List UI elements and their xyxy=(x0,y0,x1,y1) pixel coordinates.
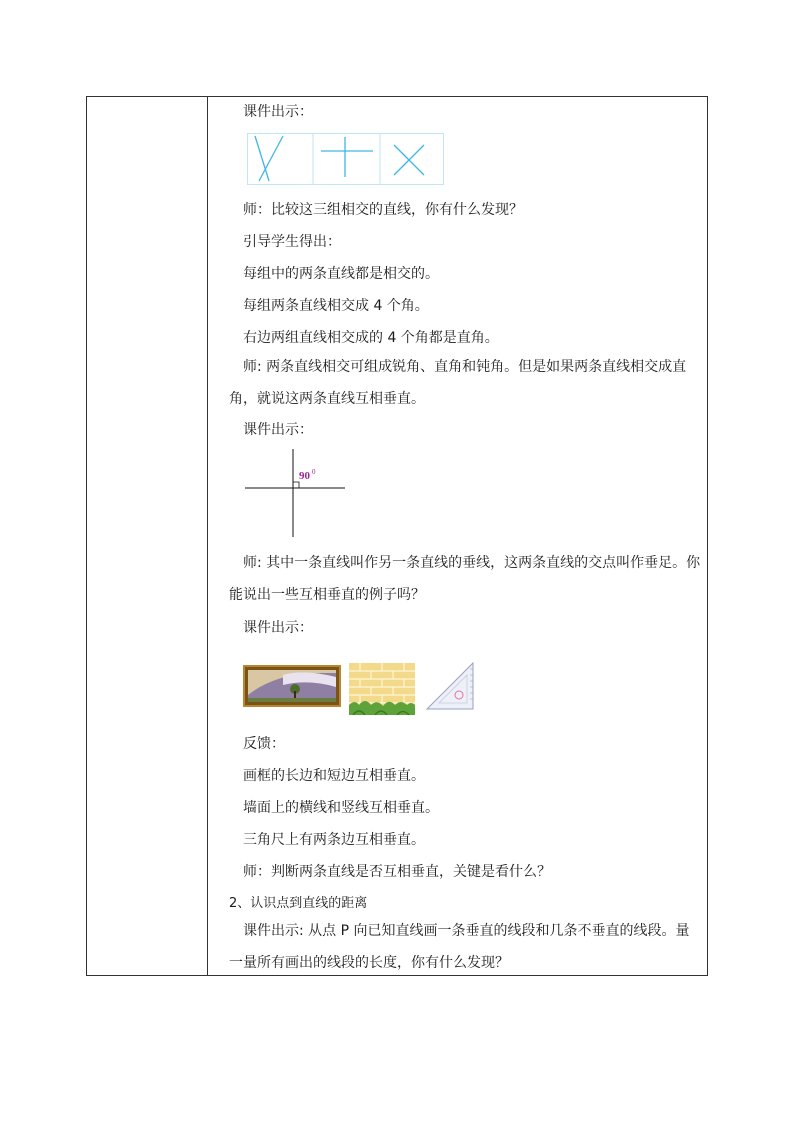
text-teacher-explain-foot: 师: 其中一条直线叫作另一条直线的垂线，这两条直线的交点叫作垂足。你能说出一些互相垂直的例子吗？ xyxy=(229,555,701,603)
text-courseware-3: 课件出示： xyxy=(243,620,313,636)
text-teacher-question-1: 师：比较这三组相交的直线，你有什么发现？ xyxy=(243,202,523,218)
right-angle-mark xyxy=(293,482,299,488)
text-finding-1: 每组中的两条直线都是相交的。 xyxy=(243,266,439,282)
column-divider xyxy=(207,97,208,975)
text-feedback-2: 墙面上的横线和竖线互相垂直。 xyxy=(243,800,439,816)
text-feedback-3: 三角尺上有两条边互相垂直。 xyxy=(243,832,425,848)
text-courseware-1: 课件出示： xyxy=(243,104,313,120)
crossing-lines-oblique xyxy=(255,136,283,181)
picture-frame-image xyxy=(243,665,341,707)
set-square-image xyxy=(425,661,477,713)
brick-wall-image xyxy=(349,663,415,715)
text-guide: 引导学生得出： xyxy=(243,234,341,250)
text-courseware-distance: 课件出示: 从点 P 向已知直线画一条垂直的线段和几条不垂直的线段。量一量所有画出的线段的长度，你有什么发现？ xyxy=(229,923,690,971)
section-heading-distance: 2、认识点到直线的距离 xyxy=(229,896,368,911)
text-courseware-2: 课件出示： xyxy=(243,422,313,438)
perpendicular-lines-figure xyxy=(243,445,347,541)
text-finding-2: 每组两条直线相交成 4 个角。 xyxy=(243,298,429,314)
intersecting-lines-figure xyxy=(247,133,444,185)
text-teacher-explain-perpendicular: 师: 两条直线相交可组成锐角、直角和钝角。但是如果两条直线相交成直角，就说这两条直线互相垂直。 xyxy=(229,359,687,407)
lesson-table xyxy=(86,96,708,976)
text-feedback-1: 画框的长边和短边互相垂直。 xyxy=(243,768,425,784)
crossing-lines-perpendicular xyxy=(321,137,373,177)
text-teacher-question-2: 师：判断两条直线是否互相垂直，关键是看什么？ xyxy=(243,864,551,880)
lesson-content xyxy=(209,97,707,975)
text-feedback: 反馈： xyxy=(243,736,285,752)
crossing-lines-diagonal xyxy=(394,145,424,175)
text-finding-3: 右边两组直线相交成的 4 个角都是直角。 xyxy=(243,330,499,346)
angle-degree-superscript: 0 xyxy=(312,468,316,476)
angle-label: 90 xyxy=(299,470,310,482)
